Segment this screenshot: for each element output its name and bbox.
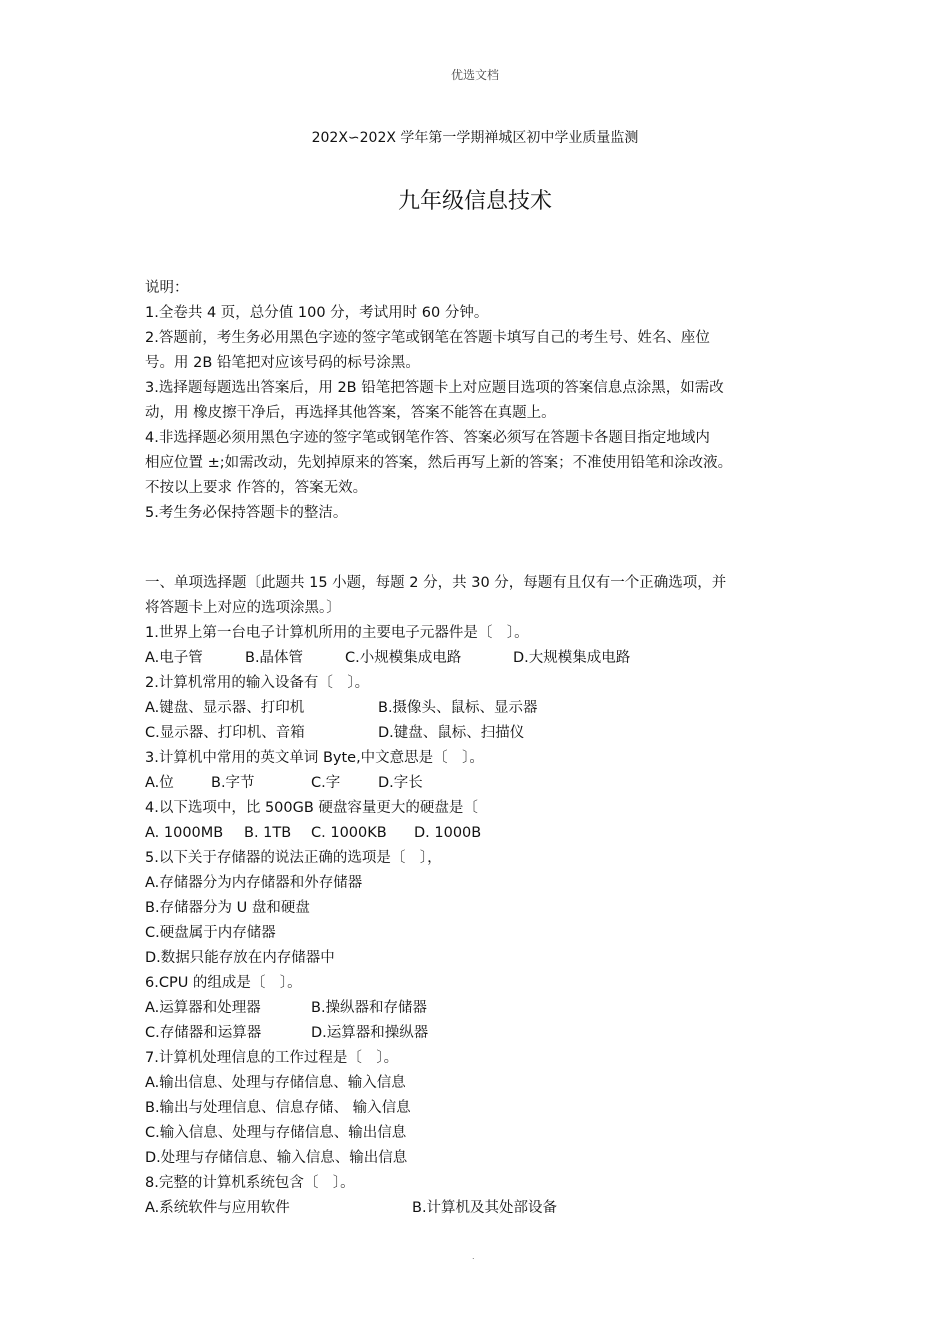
- option: B.存储器分为 U 盘和硬盘: [145, 900, 310, 916]
- option: C.小规模集成电路: [345, 650, 462, 666]
- option: B.字节: [211, 775, 255, 791]
- option: B.操纵器和存储器: [311, 1000, 428, 1016]
- question-stem: 2.计算机常用的输入设备有〔 〕。: [145, 675, 370, 691]
- page-footer-mark: .: [472, 1252, 475, 1261]
- question-options: [145, 646, 825, 671]
- notes-item: 1.全卷共 4 页，总分值 100 分，考试用时 60 分钟。: [145, 305, 489, 321]
- notes-item: 不按以上要求 作答的，答案无效。: [145, 480, 368, 496]
- option: D.键盘、鼠标、扫描仪: [378, 725, 525, 741]
- option: D.处理与存储信息、输入信息、输出信息: [145, 1150, 408, 1166]
- question-options: [145, 996, 825, 1021]
- question-options: [145, 1021, 825, 1046]
- option: C.硬盘属于内存储器: [145, 925, 276, 941]
- page-header: 优选文档: [450, 68, 499, 82]
- notes-item: 动，用 橡皮擦干净后，再选择其他答案，答案不能答在真题上。: [145, 405, 556, 421]
- section-single-choice: [145, 571, 825, 1221]
- notes-item: 3.选择题每题选出答案后，用 2B 铅笔把答题卡上对应题目选项的答案信息点涂黑，如需改: [145, 380, 724, 396]
- question-stem: 4.以下选项中，比 500GB 硬盘容量更大的硬盘是〔: [145, 800, 478, 816]
- option: C.字: [311, 775, 341, 791]
- question-stem: 6.CPU 的组成是〔 〕。: [145, 975, 302, 991]
- option: D.数据只能存放在内存储器中: [145, 950, 335, 966]
- notes-heading: 说明：: [145, 280, 189, 296]
- question-options: [145, 821, 825, 846]
- option: C.输入信息、处理与存储信息、输出信息: [145, 1125, 407, 1141]
- question-stem: 8.完整的计算机系统包含〔 〕。: [145, 1175, 355, 1191]
- question-options: [145, 696, 825, 721]
- option: A.电子管: [145, 650, 203, 666]
- notes-item: 2.答题前，考生务必用黑色字迹的签字笔或钢笔在答题卡填写自己的考生号、姓名、座位: [145, 330, 710, 346]
- option: A.存储器分为内存储器和外存储器: [145, 875, 363, 891]
- option: B.晶体管: [245, 650, 304, 666]
- option: B.计算机及其处部设备: [412, 1200, 558, 1216]
- notes-item: 4.非选择题必须用黑色字迹的签字笔或钢笔作答、答案必须写在答题卡各题目指定地域内: [145, 430, 710, 446]
- exam-subtitle: 202X∽202X 学年第一学期禅城区初中学业质量监测: [311, 130, 639, 146]
- section-heading: 将答题卡上对应的选项涂黑。〕: [145, 600, 341, 616]
- option: D.字长: [378, 775, 423, 791]
- option: D. 1000B: [414, 825, 482, 841]
- question-stem: 5.以下关于存储器的说法正确的选项是〔 〕，: [145, 850, 442, 866]
- notes-item: 相应位置 ±;如需改动，先划掉原来的答案，然后再写上新的答案；不准使用铅笔和涂改液。: [145, 455, 733, 471]
- option: A.输出信息、处理与存储信息、输入信息: [145, 1075, 406, 1091]
- notes-item: 5.考生务必保持答题卡的整洁。: [145, 505, 348, 521]
- option: C.存储器和运算器: [145, 1025, 262, 1041]
- exam-title: 九年级信息技术: [397, 189, 552, 214]
- question-options: [145, 1196, 825, 1221]
- option: A.位: [145, 775, 174, 791]
- option: C.显示器、打印机、音箱: [145, 725, 305, 741]
- option: D.大规模集成电路: [513, 650, 631, 666]
- option: B. 1TB: [244, 825, 292, 841]
- question-options: [145, 721, 825, 746]
- notes-section: [145, 276, 825, 526]
- option: C. 1000KB: [311, 825, 387, 841]
- option: D.运算器和操纵器: [311, 1025, 429, 1041]
- question-stem: 1.世界上第一台电子计算机所用的主要电子元器件是〔 〕。: [145, 625, 529, 641]
- question-options: [145, 771, 825, 796]
- option: B.输出与处理信息、信息存储、 输入信息: [145, 1100, 411, 1116]
- section-heading: 一、单项选择题〔此题共 15 小题，每题 2 分，共 30 分，每题有且仅有一个正确选项，并: [145, 575, 727, 591]
- option: A.运算器和处理器: [145, 1000, 261, 1016]
- option: A. 1000MB: [145, 825, 224, 841]
- question-stem: 3.计算机中常用的英文单词 Byte,中文意思是〔 〕。: [145, 750, 484, 766]
- option: A.系统软件与应用软件: [145, 1200, 290, 1216]
- notes-item: 号。用 2B 铅笔把对应该号码的标号涂黑。: [145, 355, 420, 371]
- option: B.摄像头、鼠标、显示器: [378, 700, 538, 716]
- option: A.键盘、显示器、打印机: [145, 700, 305, 716]
- question-stem: 7.计算机处理信息的工作过程是〔 〕。: [145, 1050, 399, 1066]
